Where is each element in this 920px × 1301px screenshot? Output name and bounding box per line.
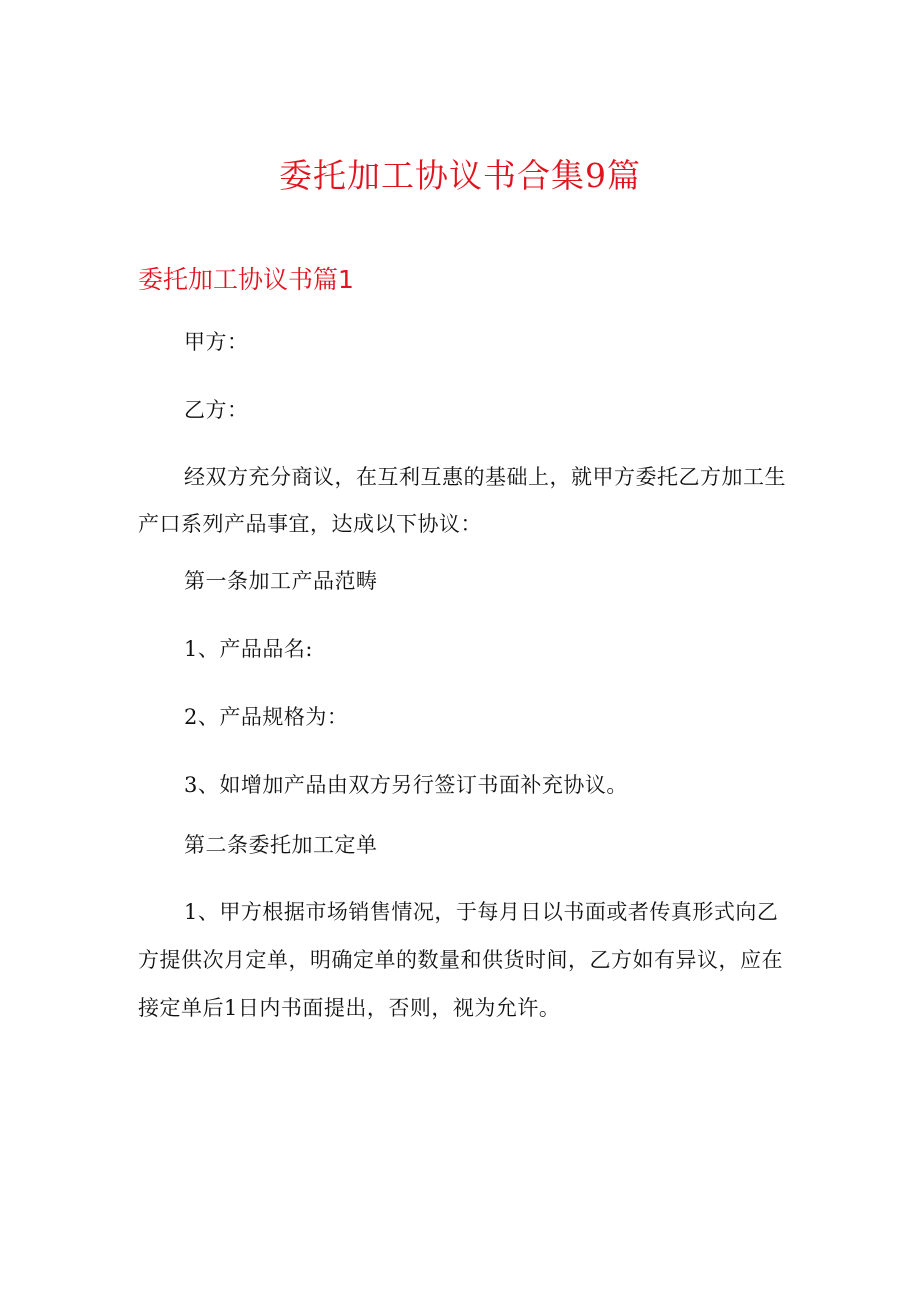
article-1-heading: 第一条加工产品范畴 [184, 569, 378, 593]
intro-paragraph-line-1: 经双方充分商议，在互利互惠的基础上，就甲方委托乙方加工生 [184, 465, 786, 489]
party-b-line: 乙方： [184, 398, 249, 422]
article-2-item-1-line-1: 1、甲方根据市场销售情况，于每月日以书面或者传真形式向乙 [184, 900, 779, 924]
section-heading: 委托加工协议书篇1 [138, 265, 354, 294]
article-1-item-3: 3、如增加产品由双方另行签订书面补充协议。 [184, 773, 628, 797]
article-1-item-1: 1、产品品名: [184, 637, 313, 661]
article-1-item-2: 2、产品规格为： [184, 705, 349, 729]
article-2-item-1-line-3: 接定单后1日内书面提出，否则，视为允许。 [138, 996, 561, 1020]
party-a-line: 甲方： [184, 330, 249, 354]
article-2-heading: 第二条委托加工定单 [184, 833, 378, 857]
document-title: 委托加工协议书合集9篇 [279, 156, 641, 195]
intro-paragraph-line-2: 产口系列产品事宜，达成以下协议： [138, 512, 482, 536]
article-2-item-1-line-2: 方提供次月定单，明确定单的数量和供货时间，乙方如有异议，应在 [138, 948, 783, 972]
